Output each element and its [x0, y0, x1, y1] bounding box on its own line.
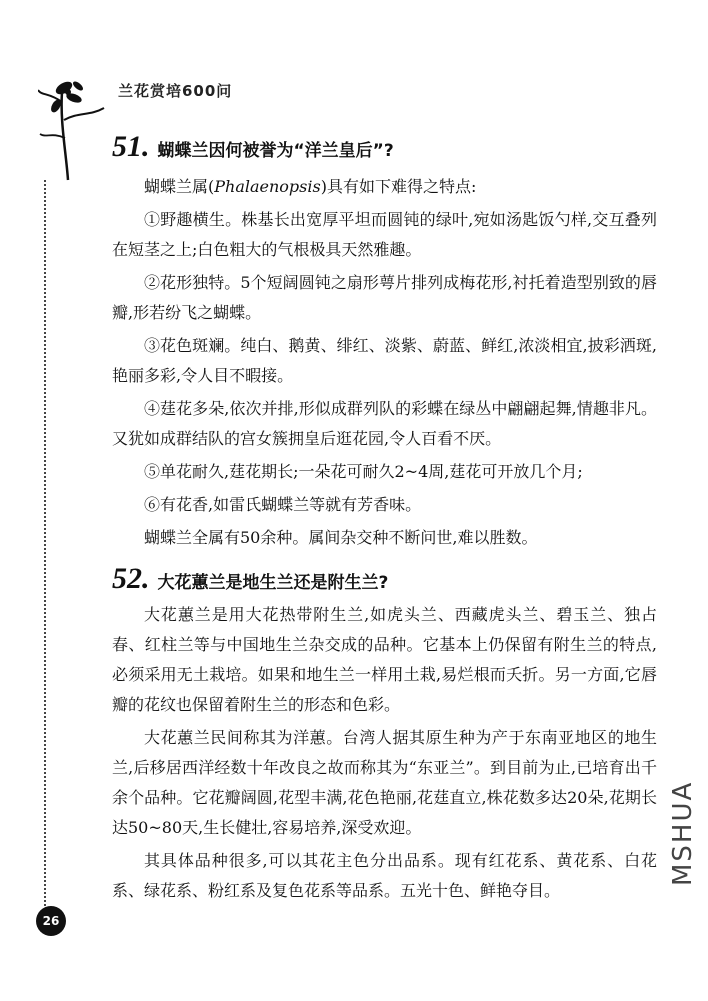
paragraph: 大花蕙兰是用大花热带附生兰,如虎头兰、西藏虎头兰、碧玉兰、独占春、红柱兰等与中国地生兰杂交成的品种。它基本上仍保留有附生兰的特点,必须采用无土栽培。如果和地生兰一样用土栽,易烂根而夭折。另一方面,它唇瓣的花纹也保留着附生兰的形态和色彩。: [112, 605, 657, 714]
paragraph: ②花形独特。5个短阔圆钝之扇形萼片排列成梅花形,衬托着造型别致的唇瓣,形若纷飞之蝴蝶。: [112, 273, 657, 322]
question-number: 52.: [112, 562, 150, 595]
question-heading-51: [112, 130, 394, 164]
margin-dotted-rule: [44, 180, 46, 910]
question-heading-52: [112, 562, 388, 596]
paragraph: 大花蕙兰民间称其为洋蕙。台湾人据其原生种为产于东南亚地区的地生兰,后移居西洋经数十年改良之故而称其为“东亚兰”。到目前为止,已培育出千余个品种。它花瓣阔圆,花型丰满,花色艳丽,花莛直立,株花数多达20朵,花期长达50~80天,生长健壮,容易培养,深受欢迎。: [112, 728, 657, 837]
page-number-badge: 26: [36, 906, 66, 936]
question-title: 蝴蝶兰因何被誉为“洋兰皇后”?: [157, 141, 394, 161]
paragraph: ⑤单花耐久,莛花期长;一朵花可耐久2~4周,莛花可开放几个月;: [144, 462, 583, 481]
paragraph: ①野趣横生。株基长出宽厚平坦而圆钝的绿叶,宛如汤匙饭勺样,交互叠列在短茎之上;白色粗大的气根极具天然雅趣。: [112, 210, 657, 259]
intro-paragraph: 蝴蝶兰属(Phalaenopsis)具有如下难得之特点:: [144, 177, 477, 196]
latin-genus-name: Phalaenopsis: [214, 177, 321, 196]
paragraph: 其具体品种很多,可以其花主色分出品系。现有红花系、黄花系、白花系、绿花系、粉红系及复色花系等品系。五光十色、鲜艳夺目。: [112, 851, 657, 900]
orchid-sprig-icon: [38, 62, 118, 182]
section-52-body: [112, 600, 657, 909]
paragraph: 蝴蝶兰全属有50余种。属间杂交种不断问世,难以胜数。: [144, 528, 538, 547]
section-51-body: [112, 172, 657, 556]
question-title: 大花蕙兰是地生兰还是附生兰?: [157, 573, 389, 593]
paragraph: ④莛花多朵,依次并排,形似成群列队的彩蝶在绿丛中翩翩起舞,情趣非凡。又犹如成群结队的宫女簇拥皇后逛花园,令人百看不厌。: [112, 399, 657, 448]
paragraph: ③花色斑斓。纯白、鹅黄、绯红、淡紫、蔚蓝、鲜红,浓淡相宜,披彩洒斑,艳丽多彩,令人目不暇接。: [112, 336, 657, 385]
paragraph: ⑥有花香,如雷氏蝴蝶兰等就有芳香味。: [144, 495, 422, 514]
watermark: MSHUA: [668, 780, 698, 886]
running-title: 兰花赏培600问: [118, 82, 233, 100]
question-number: 51.: [112, 130, 150, 163]
